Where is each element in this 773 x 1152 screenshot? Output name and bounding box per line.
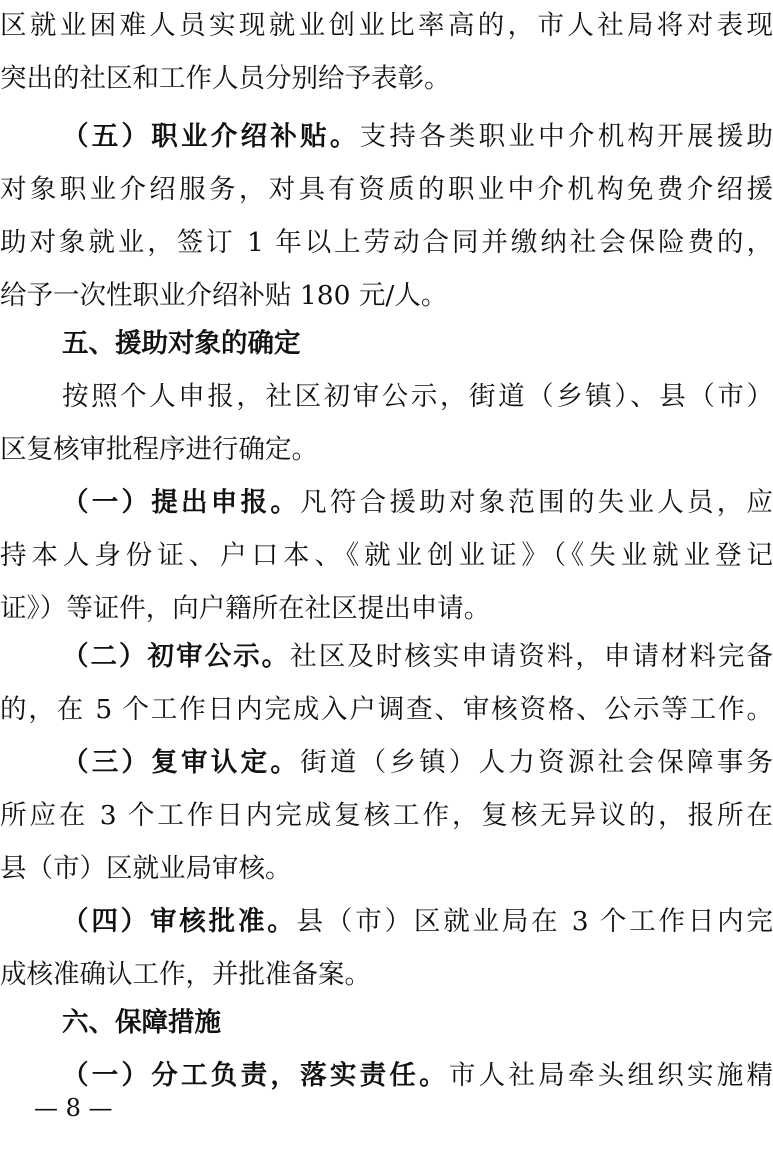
item-text: 市人社局牵头组织实施精: [448, 1060, 773, 1091]
page-number: — 8 —: [34, 1094, 113, 1122]
item-text: 县（市）区就业局在 3 个工作日内完: [296, 906, 773, 937]
paragraph-line: 所应在 3 个工作日内完成复核工作，复核无异议的，报所在: [0, 800, 773, 831]
paragraph-line: [62, 117, 773, 157]
item-label: （五）职业介绍补贴。: [62, 121, 360, 152]
paragraph-line: 证》）等证件，向户籍所在社区提出申请。: [0, 593, 491, 624]
item-text: 社区及时核实申请资料，申请材料完备: [290, 641, 773, 672]
paragraph-line: 对象职业介绍服务，对具有资质的职业中介机构免费介绍援: [0, 174, 773, 205]
paragraph-line: [62, 483, 773, 523]
paragraph-line: 的，在 5 个工作日内完成入户调查、审核资格、公示等工作。: [0, 694, 773, 725]
item-label: （一）提出申报。: [62, 487, 301, 518]
paragraph-line: 区就业困难人员实现就业创业比率高的，市人社局将对表现: [0, 10, 773, 41]
paragraph-line: [62, 743, 773, 783]
paragraph-line: 持本人身份证、户口本、《就业创业证》（《失业就业登记: [0, 540, 773, 571]
item-label: （三）复审认定。: [62, 747, 301, 778]
item-label: （四）审核批准。: [62, 906, 297, 937]
item-label: （二）初审公示。: [62, 641, 291, 672]
item-text: 支持各类职业中介机构开展援助: [359, 121, 773, 152]
paragraph-line: 助对象就业，签订 1 年以上劳动合同并缴纳社会保险费的，: [0, 227, 773, 258]
paragraph-line: 成核准确认工作，并批准备案。: [0, 959, 371, 990]
paragraph-line: 县（市）区就业局审核。: [0, 853, 292, 884]
section-heading: 六、保障措施: [62, 1007, 221, 1038]
paragraph-line: 突出的社区和工作人员分别给予表彰。: [0, 63, 451, 94]
item-text: 凡符合援助对象范围的失业人员，应: [300, 487, 773, 518]
paragraph-line: 给予一次性职业介绍补贴 180 元/人。: [0, 280, 448, 311]
paragraph-line: [62, 902, 773, 942]
paragraph-line: [62, 637, 773, 677]
item-label: （一）分工负责，落实责任。: [62, 1060, 449, 1091]
paragraph-line: 区复核审批程序进行确定。: [0, 434, 318, 465]
section-heading: 五、援助对象的确定: [62, 328, 301, 359]
paragraph-line: 按照个人申报，社区初审公示，街道（乡镇）、县（市）: [62, 381, 773, 412]
paragraph-line: [62, 1056, 773, 1096]
item-text: 街道（乡镇）人力资源社会保障事务: [300, 747, 773, 778]
